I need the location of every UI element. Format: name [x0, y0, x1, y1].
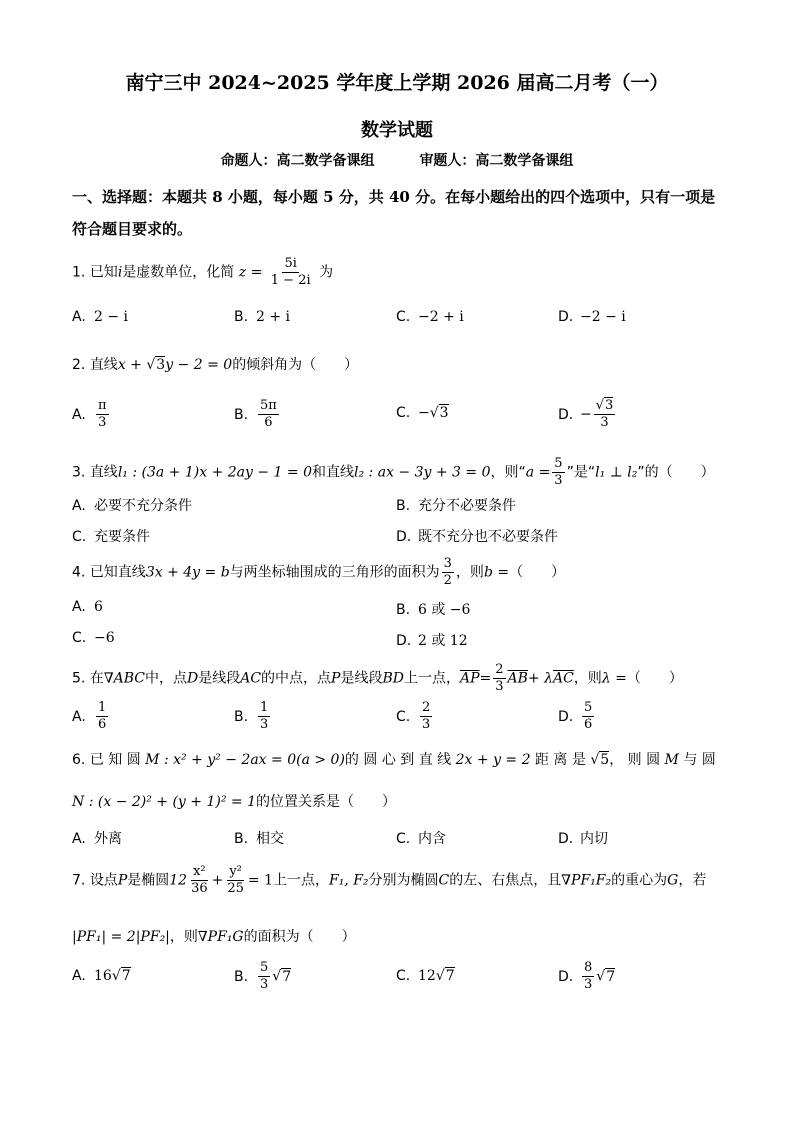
exam-subtitle: 数学试题 [361, 120, 433, 141]
option-b: B. 6 或 −6 [396, 602, 471, 618]
authors-line [0, 150, 794, 170]
option-c: C. 充要条件 [72, 529, 150, 545]
question-5: 5. 在∇ABC中，点D是线段AC的中点，点P是线段BD上一点，$\overline{AP}=$ $\frac{2}{3}$ $\overline{AB}+ \lambda\overline{AC}$，则λ =（ ） [72, 662, 683, 694]
option-c: C. −6 [72, 630, 115, 646]
option-a: A. 外离 [72, 831, 122, 847]
option-a: A. 2 − i [72, 309, 129, 325]
question-7: 7. 设点P是椭圆12 $\frac{\text{x²}}{36}$ + $\frac{\text{y²}}{25}$ = 1上一点，F₁, F₂分别为椭圆C的左、右焦点，且∇PF₁F₂的重心为G，若 [72, 864, 707, 896]
option-d: D. 既不充分也不必要条件 [396, 529, 558, 545]
option-a: A. $\frac{1}{6}$ [72, 700, 107, 732]
exam-title: 南宁三中 2024~2025 学年度上学期 2026 届高二月考（一） [125, 72, 669, 94]
question-2: 2. 直线x + √3y − 2 = 0的倾斜角为（ ） [72, 357, 359, 373]
reviewer: 审题人：高二数学备课组 [419, 153, 574, 169]
question-number: 1. [72, 264, 86, 281]
option-d: D. $\frac{8}{3}$ √7 [558, 960, 616, 992]
option-a: A. $\frac{\pi}{3}$ [72, 398, 107, 430]
option-c: C. 内含 [396, 831, 446, 847]
option-b: B. $\frac{1}{3}$ [234, 700, 269, 732]
option-b: B. $\frac{5\pi}{6}$ [234, 398, 277, 430]
option-c: C. 12√7 [396, 968, 455, 984]
question-6-line-2: N : (x − 2)² + (y + 1)² = 1的位置关系是（ ） [72, 794, 396, 810]
question-6: 6. 已 知 圆 M : x² + y² − 2ax = 0(a > 0)的 圆 心 到 直 线 2x + y = 2 距 离 是 √5， 则 圆 M 与 圆 [72, 752, 716, 768]
option-d: D. 2 或 12 [396, 633, 468, 649]
question-1: 1. 已知i是虚数单位，化简 z = $\frac{5i}{1 - 2i}$ 为 [72, 256, 334, 288]
option-c: C. $\frac{2}{3}$ [396, 700, 431, 732]
option-a: A. 必要不充分条件 [72, 498, 192, 514]
option-b: B. 2 + i [234, 309, 291, 325]
question-3: 3. 直线l₁ : (3a + 1)x + 2ay − 1 = 0和直线l₂ : ax − 3y + 3 = 0，则“a = $\frac{5}{3}$ ”是“l₁ ⊥ l₂”的（ ） [72, 456, 715, 488]
section-heading: 一、选择题：本题共 8 小题，每小题 5 分，共 40 分。在每小题给出的四个选项中，只有一项是符合题目要求的。 [72, 188, 716, 238]
question-4: 4. 已知直线3x + 4y = b与两坐标轴围成的三角形的面积为 $\frac{3}{2}$ ，则b =（ ） [72, 556, 566, 588]
option-a: A. 6 [72, 599, 103, 615]
option-d: D. − $\frac{√3}{3}$ [558, 398, 614, 430]
option-d: D. 内切 [558, 831, 608, 847]
question-7-line-2: |PF₁| = 2|PF₂|，则∇PF₁G的面积为（ ） [72, 929, 356, 945]
option-d: D. $\frac{5}{6}$ [558, 700, 593, 732]
option-a: A. 16√7 [72, 968, 131, 984]
setter: 命题人：高二数学备课组 [220, 153, 375, 169]
fraction: $\frac{5i}{1 - 2i}$ [270, 256, 311, 288]
option-c: C. −2 + i [396, 309, 464, 325]
option-c: C. −√3 [396, 405, 449, 421]
option-b: B. 相交 [234, 831, 284, 847]
option-b: B. $\frac{5}{3}$ √7 [234, 960, 292, 992]
option-d: D. −2 − i [558, 309, 626, 325]
option-b: B. 充分不必要条件 [396, 498, 516, 514]
